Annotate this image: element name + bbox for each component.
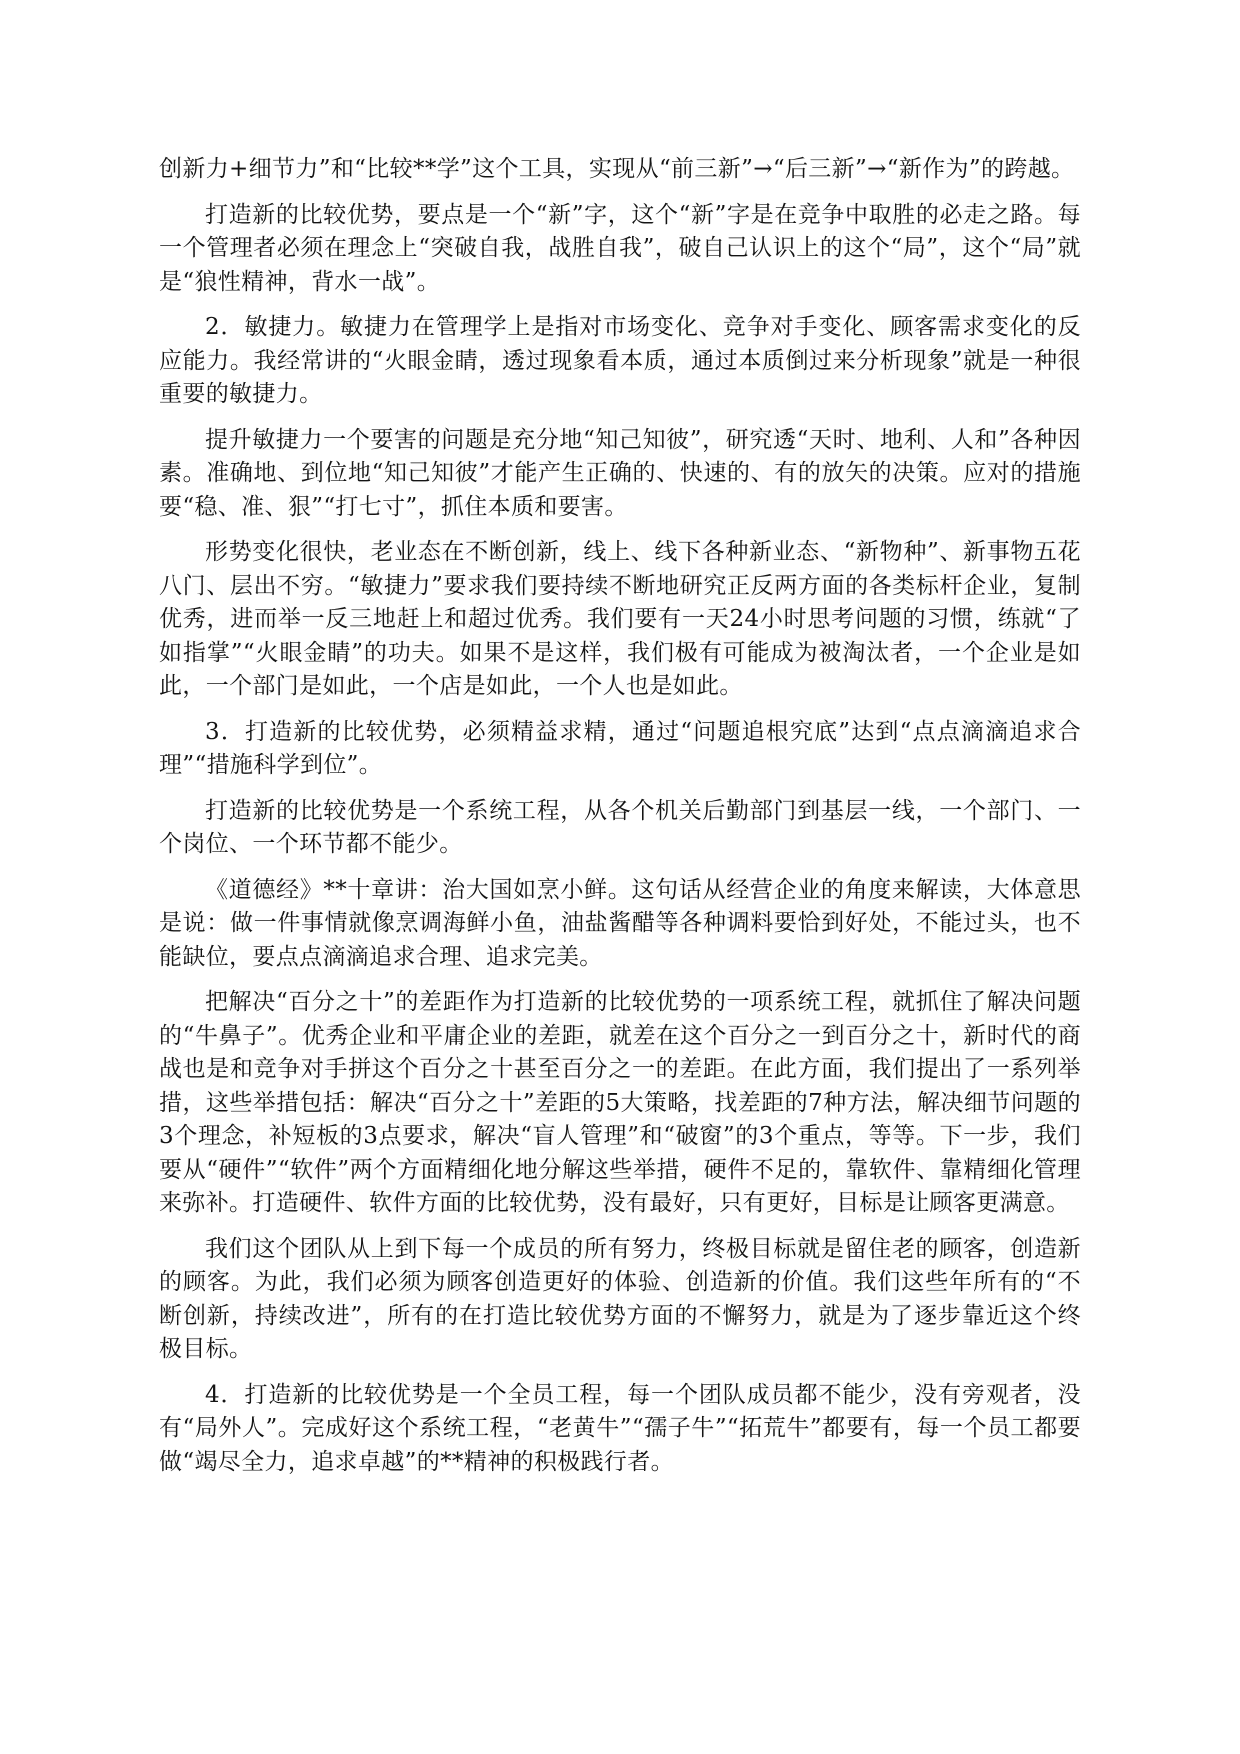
paragraph-point-4: 4．打造新的比较优势是一个全员工程，每一个团队成员都不能少，没有旁观者，没有“局外人”。完成好这个系统工程，“老黄牛”“孺子牛”“拓荒牛”都要有，每一个员工都要做“竭尽全力，追求卓越”的**精神的积极践行者。 [159,1381,1081,1475]
paragraph: 把解决“百分之十”的差距作为打造新的比较优势的一项系统工程，就抓住了解决问题的“牛鼻子”。优秀企业和平庸企业的差距，就差在这个百分之一到百分之十，新时代的商战也是和竞争对手拼这个百分之十甚至百分之一的差距。在此方面，我们提出了一系列举措，这些举措包括：解决“百分之十”差距的5大策略，找差距的7种方法，解决细节问题的3个理念，补短板的3点要求，解决“盲人管理”和“破窗”的3个重点，等等。下一步，我们要从“硬件”“软件”两个方面精细化地分解这些举措，硬件不足的，靠软件、靠精细化管理来弥补。打造硬件、软件方面的比较优势，没有最好，只有更好，目标是让顾客更满意。 [159,989,1081,1216]
paragraph: 形势变化很快，老业态在不断创新，线上、线下各种新业态、“新物种”、新事物五花八门、层出不穷。“敏捷力”要求我们要持续不断地研究正反两方面的各类标杆企业，复制优秀，进而举一反三地赶上和超过优秀。我们要有一天24小时思考问题的习惯，练就“了如指掌”“火眼金睛”的功夫。如果不是这样，我们极有可能成为被淘汰者，一个企业是如此，一个部门是如此，一个店是如此，一个人也是如此。 [159,539,1081,699]
document-body [159,153,1081,1491]
paragraph-continued: 创新力+细节力”和“比较**学”这个工具，实现从“前三新”→“后三新”→“新作为”的跨越。 [159,156,1075,182]
paragraph: 打造新的比较优势，要点是一个“新”字，这个“新”字是在竞争中取胜的必走之路。每一个管理者必须在理念上“突破自我，战胜自我”，破自己认识上的这个“局”，这个“局”就是“狼性精神，背水一战”。 [159,201,1081,295]
paragraph-point-2: 2．敏捷力。敏捷力在管理学上是指对市场变化、竞争对手变化、顾客需求变化的反应能力。我经常讲的“火眼金睛，透过现象看本质，通过本质倒过来分析现象”就是一种很重要的敏捷力。 [159,314,1081,407]
paragraph: 提升敏捷力一个要害的问题是充分地“知己知彼”，研究透“天时、地利、人和”各种因素。准确地、到位地“知己知彼”才能产生正确的、快速的、有的放矢的决策。应对的措施要“稳、准、狠”“打七寸”，抓住本质和要害。 [159,426,1081,520]
paragraph: 我们这个团队从上到下每一个成员的所有努力，终极目标就是留住老的顾客，创造新的顾客。为此，我们必须为顾客创造更好的体验、创造新的价值。我们这些年所有的“不断创新，持续改进”，所有的在打造比较优势方面的不懈努力，就是为了逐步靠近这个终极目标。 [159,1235,1081,1362]
paragraph: 打造新的比较优势是一个系统工程，从各个机关后勤部门到基层一线，一个部门、一个岗位、一个环节都不能少。 [159,797,1081,857]
paragraph: 《道德经》**十章讲：治大国如烹小鲜。这句话从经营企业的角度来解读，大体意思是说：做一件事情就像烹调海鲜小鱼，油盐酱醋等各种调料要恰到好处，不能过头，也不能缺位，要点点滴滴追求合理、追求完美。 [159,876,1081,970]
paragraph-point-3: 3．打造新的比较优势，必须精益求精，通过“问题追根究底”达到“点点滴滴追求合理”“措施科学到位”。 [159,718,1081,778]
